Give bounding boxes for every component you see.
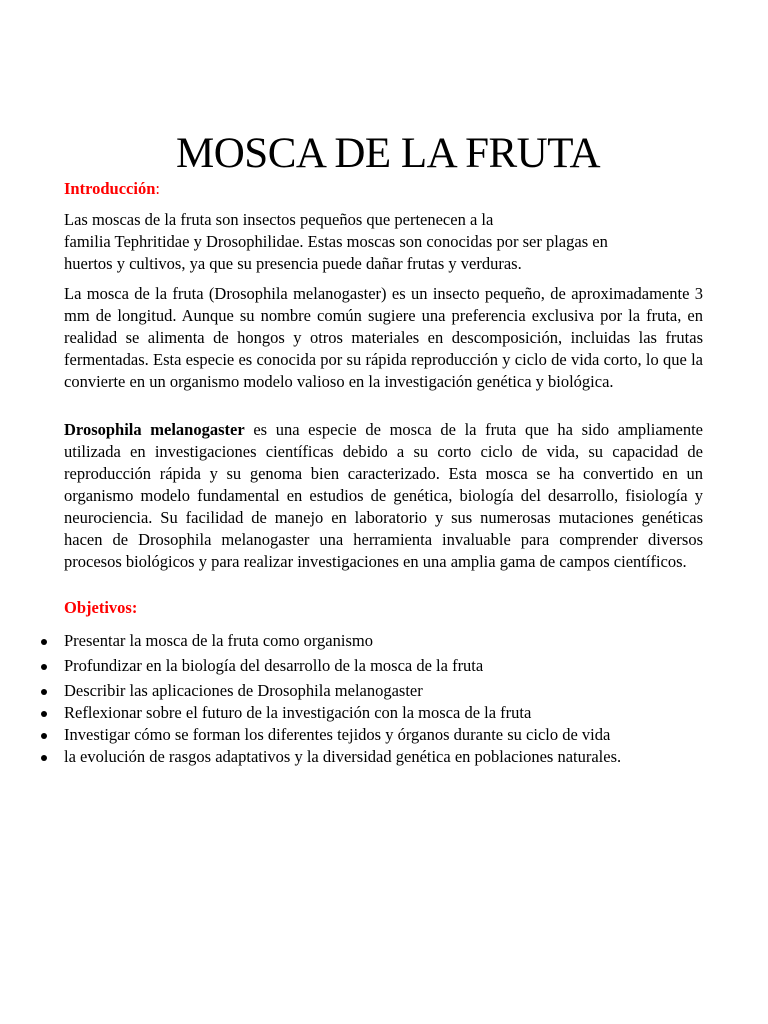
- bullet-icon: [41, 639, 47, 645]
- species-name-bold: Drosophila melanogaster: [64, 420, 245, 439]
- objectives-list: [38, 630, 621, 768]
- intro-paragraph-2: La mosca de la fruta (Drosophila melanogaster) es un insecto pequeño, de aproximadamente 3 mm de longitud. Aunque su nombre común sugiere una preferencia exclusiva por la fruta, en realidad se alimenta de hongos y otros materiales en descomposición, incluidas las frutas fermentadas. Esta especie es conocida por su rápida reproducción y ciclo de vida corto, lo que la convierte en un organismo modelo valioso en la investigación genética y biológica.: [64, 284, 703, 391]
- intro-heading: [64, 178, 160, 200]
- intro-heading-colon: :: [155, 179, 160, 198]
- bullet-icon: [41, 755, 47, 761]
- objective-item: [38, 724, 621, 746]
- bullet-icon: [41, 689, 47, 695]
- intro-paragraph-3: [64, 419, 703, 573]
- objective-item: [38, 702, 621, 724]
- objective-text: Investigar cómo se forman los diferentes tejidos y órganos durante su ciclo de vida: [64, 725, 611, 744]
- objective-text: Describir las aplicaciones de Drosophila melanogaster: [64, 681, 423, 700]
- intro-paragraph-1: [64, 209, 703, 275]
- objective-item: [38, 680, 621, 702]
- objective-text: Reflexionar sobre el futuro de la investigación con la mosca de la fruta: [64, 703, 532, 722]
- intro-heading-text: Introducción: [64, 179, 156, 198]
- document-title: MOSCA DE LA FRUTA: [176, 130, 601, 177]
- bullet-icon: [41, 733, 47, 739]
- intro-paragraph-1-line: Las moscas de la fruta son insectos pequeños que pertenecen a la: [64, 210, 494, 229]
- objective-item: [38, 655, 621, 677]
- bullet-icon: [41, 664, 47, 670]
- objective-text: Presentar la mosca de la fruta como organismo: [64, 631, 373, 650]
- intro-paragraph-3-text: es una especie de mosca de la fruta que ha sido ampliamente utilizada en investigaciones científicas debido a su corto ciclo de vida, su capacidad de reproducción rápida y su genoma bien caracterizado. Esta mosca se ha convertido en un organismo modelo fundamental en estudios de genética, biología del desarrollo, fisiología y neurociencia. Su facilidad de manejo en laboratorio y sus numerosas mutaciones genéticas hacen de Drosophila melanogaster una herramienta invaluable para comprender diversos procesos biológicos y para realizar investigaciones en una amplia gama de campos científicos.: [64, 420, 703, 571]
- objective-item: [38, 630, 621, 652]
- objective-text: Profundizar en la biología del desarrollo de la mosca de la fruta: [64, 656, 484, 675]
- objective-item: [38, 746, 621, 768]
- intro-paragraph-1-line: huertos y cultivos, ya que su presencia puede dañar frutas y verduras.: [64, 254, 522, 273]
- objectives-heading: Objetivos:: [64, 598, 138, 617]
- objective-text: la evolución de rasgos adaptativos y la diversidad genética en poblaciones naturales.: [64, 747, 622, 766]
- intro-paragraph-1-line: familia Tephritidae y Drosophilidae. Estas moscas son conocidas por ser plagas en: [64, 232, 608, 251]
- bullet-icon: [41, 711, 47, 717]
